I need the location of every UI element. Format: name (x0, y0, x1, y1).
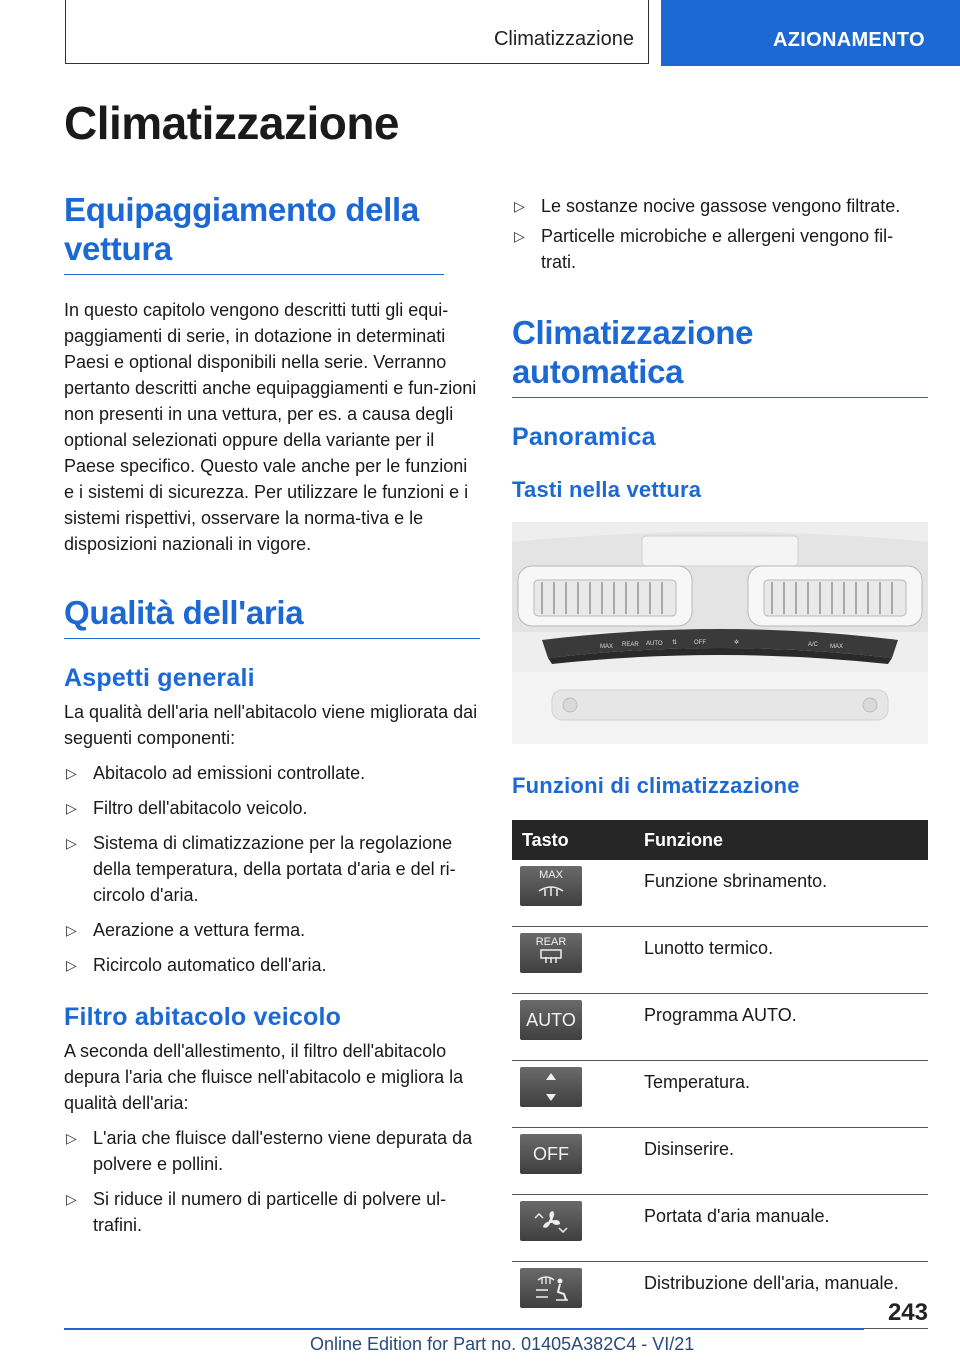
triangle-bullet-icon: ▷ (66, 957, 77, 973)
header-chapter-tab[interactable] (661, 0, 960, 66)
table-row (512, 1262, 928, 1329)
buttons-heading: Tasti nella vettura (512, 477, 702, 502)
filter-list-continued (512, 193, 928, 275)
filter-text: A seconda dell'allestimento, il filtro dell'abitacolo depura l'aria che fluisce nell'abitacolo e migliora la qualità dell'aria: (64, 1041, 464, 1113)
svg-text:OFF: OFF (694, 640, 706, 646)
off-key-icon: OFF (520, 1134, 582, 1174)
fan-speed-icon (520, 1201, 582, 1241)
svg-text:MAX: MAX (830, 644, 844, 650)
footer-edition-text: Online Edition for Part no. 01405A382C4 - VI/21 (310, 1334, 695, 1354)
table-row (512, 860, 928, 927)
left-column (64, 190, 480, 1238)
general-list (64, 760, 480, 978)
auto-key-icon: AUTO (520, 1000, 582, 1040)
column-header-function: Funzione (630, 820, 928, 860)
header-section-title: Climatizzazione (493, 28, 634, 50)
rear-defrost-key-icon: REAR (520, 933, 582, 973)
overview-heading: Panoramica (512, 423, 656, 451)
list-item: ▷ Ricircolo automatico dell'aria. (64, 952, 480, 978)
triangle-bullet-icon: ▷ (66, 1130, 77, 1146)
triangle-bullet-icon: ▷ (514, 228, 525, 244)
equipment-text: In questo capitolo vengono descritti tutti gli equi-paggiamenti di serie, in dotazione in determinati Paesi e optional disponibili nella serie. Verranno pertanto descritti anche equipaggiamenti e fun-zioni non presenti in una vettura, per es. a causa degli optional selezionati oppure della variante per il Paese specifico. Questo vale anche per le funzioni e i sistemi di sicurezza. Per utilizzare le funzioni e i sistemi rispettivi, osservare la norma-tiva e le disposizioni nazionali in vigore. (64, 300, 477, 554)
auto-climate-heading: Climatizzazione automatica (512, 313, 928, 398)
general-text: La qualità dell'aria nell'abitacolo viene migliorata dai seguenti componenti: (64, 702, 478, 748)
table-row (512, 994, 928, 1061)
triangle-bullet-icon: ▷ (66, 800, 77, 816)
page-number: 243 (887, 1299, 928, 1326)
list-item: ▷ Sistema di climatizzazione per la regolazione della temperatura, della portata d'aria e del ri-circolo d'aria. (64, 830, 480, 908)
svg-text:A/C: A/C (808, 642, 819, 648)
svg-text:MAX: MAX (600, 644, 614, 650)
table-row (512, 1128, 928, 1195)
triangle-bullet-icon: ▷ (66, 922, 77, 938)
footer-divider (64, 1328, 864, 1330)
function-text: Distribuzione dell'aria, manuale. (630, 1262, 928, 1329)
filter-list (64, 1125, 480, 1238)
triangle-bullet-icon: ▷ (66, 1191, 77, 1207)
right-air-vent (748, 566, 922, 626)
climate-panel-illustration (512, 522, 928, 744)
list-item: ▷ L'aria che fluisce dall'esterno viene depurata da polvere e pollini. (64, 1125, 480, 1177)
svg-text:⇅: ⇅ (672, 640, 678, 646)
page-title: Climatizzazione (64, 97, 400, 149)
header-chapter-label: AZIONAMENTO (773, 29, 925, 51)
air-distribution-icon (520, 1268, 582, 1308)
max-defrost-key-icon: MAX (520, 866, 582, 906)
svg-text:AUTO: AUTO (646, 641, 663, 647)
climate-panel-photo (512, 522, 928, 744)
left-air-vent (518, 566, 692, 626)
right-column (512, 193, 928, 1329)
function-text: Programma AUTO. (630, 994, 928, 1061)
list-item: ▷ Abitacolo ad emissioni controllate. (64, 760, 480, 786)
function-text: Portata d'aria manuale. (630, 1195, 928, 1262)
table-row (512, 1061, 928, 1128)
triangle-bullet-icon: ▷ (66, 835, 77, 851)
table-header-row (512, 820, 928, 860)
general-heading: Aspetti generali (64, 664, 255, 692)
list-item: ▷ Filtro dell'abitacolo veicolo. (64, 795, 480, 821)
functions-table (512, 820, 928, 1329)
function-text: Funzione sbrinamento. (630, 860, 928, 927)
equipment-heading: Equipaggiamento della vettura (64, 190, 444, 275)
list-item: ▷ Le sostanze nocive gassose vengono filtrate. (512, 193, 928, 219)
functions-heading: Funzioni di climatizzazione (512, 773, 800, 798)
list-item: ▷ Particelle microbiche e allergeni vengono fil-trati. (512, 223, 928, 275)
svg-text:REAR: REAR (622, 642, 639, 648)
column-header-key: Tasto (512, 820, 630, 860)
page-header (0, 0, 960, 66)
function-text: Temperatura. (630, 1061, 928, 1128)
function-text: Lunotto termico. (630, 927, 928, 994)
air-quality-heading: Qualità dell'aria (64, 593, 480, 639)
triangle-bullet-icon: ▷ (66, 765, 77, 781)
function-text: Disinserire. (630, 1128, 928, 1195)
header-section-box (65, 0, 649, 64)
list-item: ▷ Si riduce il numero di particelle di polvere ul-trafini. (64, 1186, 480, 1238)
list-item: ▷ Aerazione a vettura ferma. (64, 917, 480, 943)
temperature-arrows-icon (520, 1067, 582, 1107)
table-row (512, 927, 928, 994)
filter-heading: Filtro abitacolo veicolo (64, 1003, 342, 1031)
triangle-bullet-icon: ▷ (514, 198, 525, 214)
svg-text:✲: ✲ (734, 640, 740, 646)
table-row (512, 1195, 928, 1262)
